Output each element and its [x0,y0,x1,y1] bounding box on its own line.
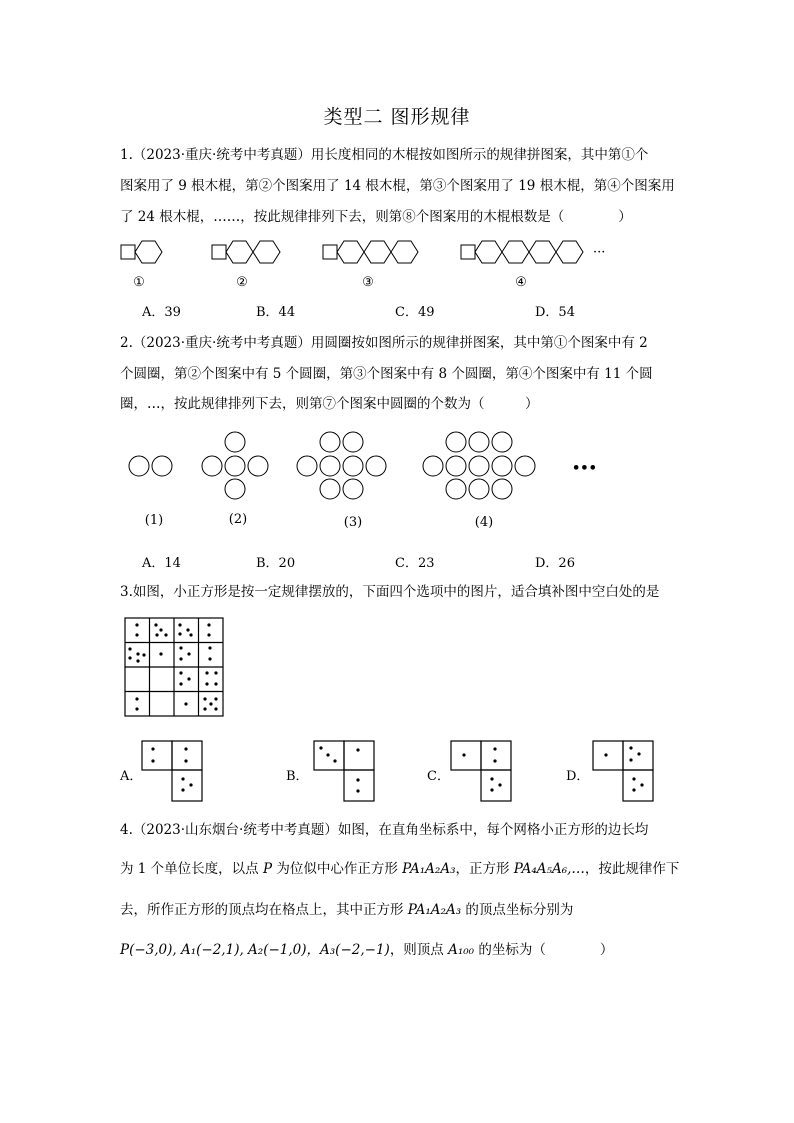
q2-label-2: (2) [228,512,248,527]
q4-line-4 [120,940,680,960]
q1-label-1: ① [133,275,145,290]
q1-line-1: 1.（2023·重庆·统考中考真题）用长度相同的木棍按如图所示的规律拼图案，其中第①个 [120,147,649,163]
q4-line-3 [120,900,680,920]
q2-line-3: 圈，…，按此规律排列下去，则第⑦个图案中圆圈的个数为（ ） [120,396,539,412]
q2-option-d: D．26 [535,556,575,571]
q3-option-c: C． [427,769,450,784]
q4-square-3: PA₁A₂A₃ [407,902,462,918]
q3-option-c-figure [450,740,512,802]
q3-option-d: D． [566,769,590,784]
q2-label-1: (1) [144,513,164,528]
q1-figure-2 [212,241,280,263]
q1-label-3: ③ [362,275,374,290]
q2-label-3: (3) [343,515,363,530]
q1-figure-3 [323,241,418,263]
q4-line-4-c: 的坐标为（ ） [474,942,614,958]
q4-line-3-a: 去，所作正方形的顶点均在格点上，其中正方形 [120,902,408,918]
q1-option-b: B．44 [256,305,296,320]
q2-figure-1 [129,456,172,476]
q3-option-b-figure [313,740,375,802]
q1-figure-1 [121,241,162,263]
q1-label-4: ④ [515,275,527,290]
q2-option-c: C．23 [395,556,435,571]
q3-option-b: B． [286,769,309,784]
q4-coordinates: P(−3,0), A₁(−2,1), A₂(−1,0)，A₃(−2,−1) [120,942,390,958]
q4-line-4-b: ，则顶点 [389,942,449,958]
q4-line-2 [120,859,680,879]
q1-stick-figures [115,232,635,292]
q2-circle-figures [120,426,600,536]
q2-option-a: A．14 [142,556,181,571]
q4-square-1: PA₁A₂A₃ [402,861,456,877]
q4-line-2-c: ，正方形 [455,861,514,877]
q2-figure-2 [202,432,268,499]
q2-line-2: 个圆圈，第②个图案中有 5 个圆圈，第③个图案中有 8 个圆圈，第④个图案中有 11 个圆 [120,366,653,382]
q1-option-a: A．39 [142,305,181,320]
q3-line: 3.如图，小正方形是按一定规律摆放的，下面四个选项中的图片，适合填补图中空白处的是 [120,584,660,600]
q4-line-2-d: ，按此规律作下 [584,861,680,877]
q4-vertex-a100: A₁₀₀ [448,942,475,958]
q2-ellipsis: ••• [572,461,597,476]
q4-square-2: PA₄A₅A₆,… [513,861,585,877]
q2-option-b: B．20 [256,556,296,571]
page-title: 类型二 图形规律 [323,106,471,128]
q4-line-2-b: 为位似中心作正方形 [272,861,403,877]
q3-option-a: A． [120,769,143,784]
q3-dot-grid [124,617,226,719]
q1-ellipsis: ··· [593,245,606,260]
q4-line-3-b: 的顶点坐标分别为 [461,902,574,918]
q1-figure-4 [461,241,583,263]
q1-option-c: C．49 [395,305,435,320]
q2-figure-4 [423,432,535,499]
q2-figure-3 [297,432,386,499]
q3-option-d-figure [592,740,654,802]
q3-option-a-figure [141,740,203,802]
q1-option-d: D．54 [535,305,575,320]
q2-line-1: 2.（2023·重庆·统考中考真题）用圆圈按如图所示的规律拼图案，其中第①个图案中有 2 [120,335,648,351]
q4-point-p: P [262,861,273,877]
q1-line-2: 图案用了 9 根木棍，第②个图案用了 14 根木棍，第③个图案用了 19 根木棍，第④个图案用 [120,178,675,194]
q1-line-3: 了 24 根木棍，……，按此规律排列下去，则第⑧个图案用的木棍根数是（ ） [120,209,632,225]
q4-line-2-a: 为 1 个单位长度，以点 [120,861,263,877]
q2-label-4: (4) [474,515,494,530]
q4-line-1: 4.（2023·山东烟台·统考中考真题）如图，在直角坐标系中，每个网格小正方形的边长均 [120,822,649,838]
q1-label-2: ② [236,275,248,290]
